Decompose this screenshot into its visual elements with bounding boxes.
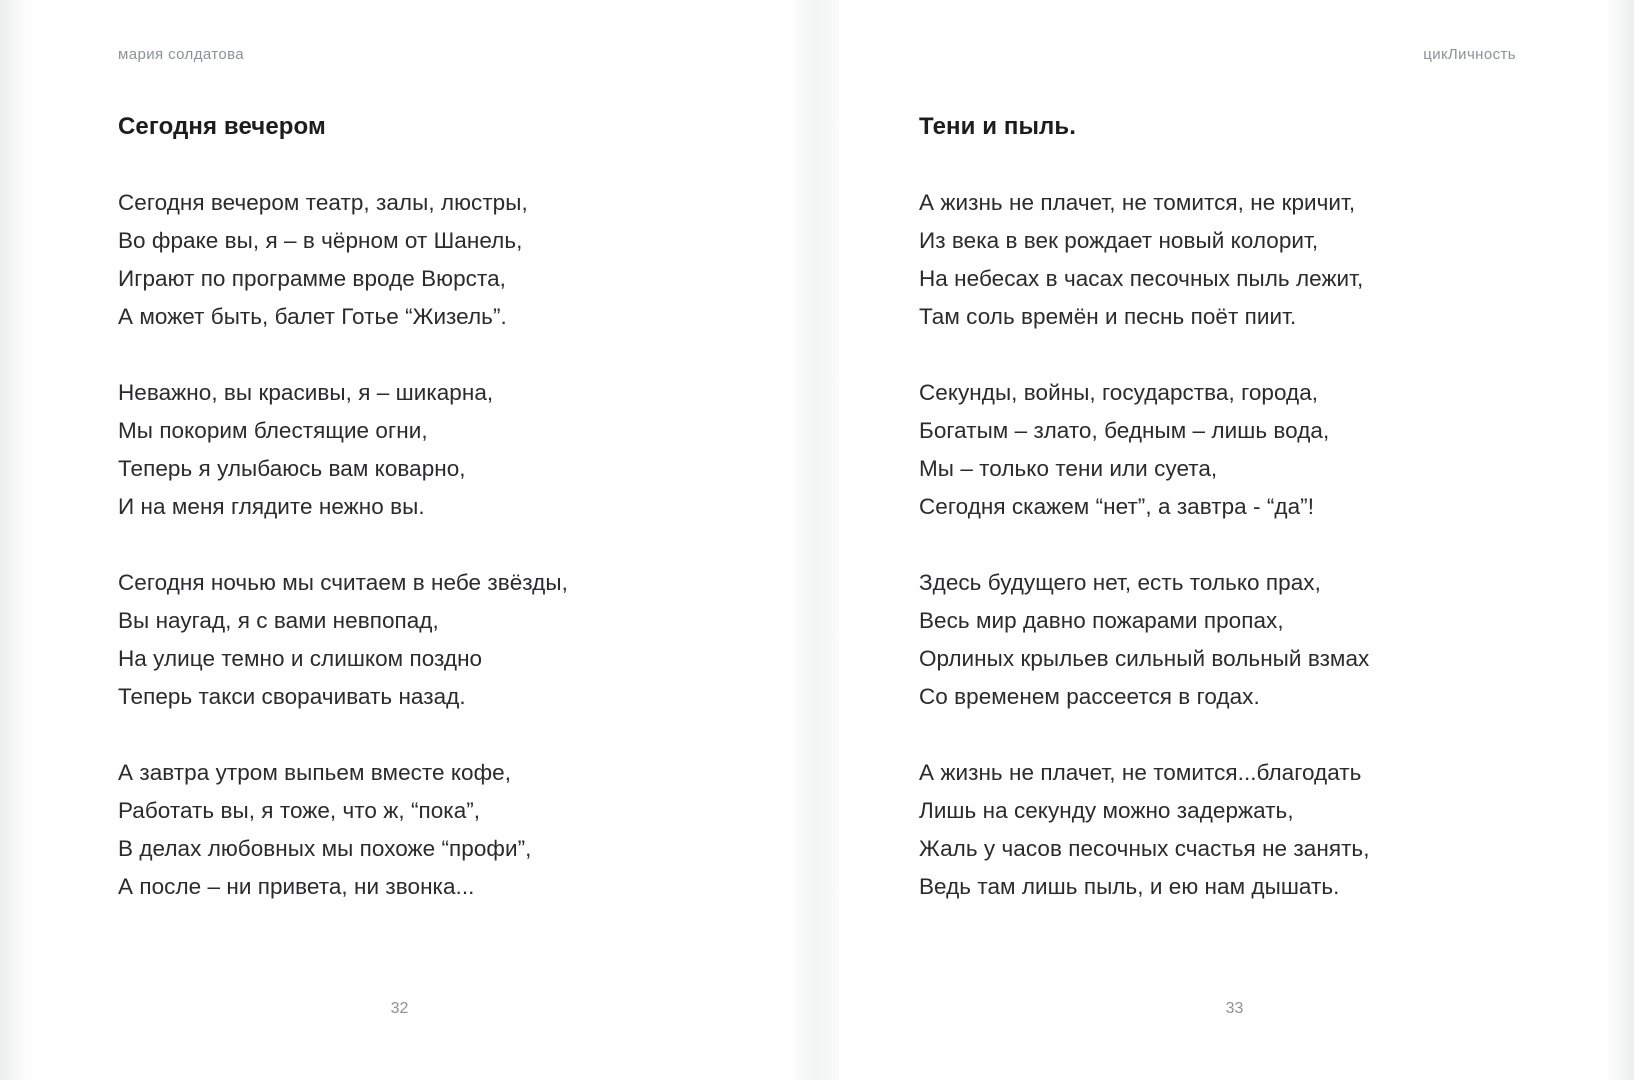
page-number-left: 32 [390, 1000, 409, 1017]
running-head-title: цикЛичность [1423, 46, 1516, 63]
stanza [919, 374, 1516, 526]
page-number-right: 33 [1225, 1000, 1244, 1017]
poem-line: Играют по программе вроде Вюрста, [118, 265, 506, 291]
poem-line: Мы покорим блестящие огни, [118, 417, 428, 443]
poem-line: А может быть, балет Готье “Жизель”. [118, 303, 507, 329]
stanza [919, 754, 1516, 906]
poem-line: Сегодня ночью мы считаем в небе звёзды, [118, 569, 568, 595]
poem-line: Теперь я улыбаюсь вам коварно, [118, 455, 466, 481]
poem-line: А завтра утром выпьем вместе кофе, [118, 759, 512, 785]
poem-line: Ведь там лишь пыль, и ею нам дышать. [919, 873, 1340, 899]
stanza [118, 184, 737, 336]
poem-line: Секунды, войны, государства, города, [919, 379, 1319, 405]
poem-line: На небесах в часах песочных пыль лежит, [919, 265, 1364, 291]
poem-line: Богатым – злато, бедным – лишь вода, [919, 417, 1330, 443]
poem-line: Теперь такси сворачивать назад. [118, 683, 466, 709]
stanza [118, 374, 737, 526]
right-page [817, 0, 1634, 1080]
poem-line: Здесь будущего нет, есть только прах, [919, 569, 1321, 595]
poem-line: И на меня глядите нежно вы. [118, 493, 425, 519]
poem-line: Работать вы, я тоже, что ж, “пока”, [118, 797, 481, 823]
poem-line: Сегодня скажем “нет”, а завтра - “да”! [919, 493, 1315, 519]
poem-line: Из века в век рождает новый колорит, [919, 227, 1319, 253]
poem-line: Вы наугад, я с вами невпопад, [118, 607, 439, 633]
poem-line: На улице темно и слишком поздно [118, 645, 483, 671]
stanza [118, 564, 737, 716]
poem-line: Орлиных крыльев сильный вольный взмах [919, 645, 1370, 671]
poem-line: Весь мир давно пожарами пропах, [919, 607, 1284, 633]
poem-line: А жизнь не плачет, не томится...благодать [919, 759, 1362, 785]
poem-line: Неважно, вы красивы, я – шикарна, [118, 379, 494, 405]
stanza [919, 184, 1516, 336]
poem-line: А жизнь не плачет, не томится, не кричит, [919, 189, 1356, 215]
poem-line: Сегодня вечером театр, залы, люстры, [118, 189, 528, 215]
poem-left [118, 113, 737, 906]
poem-line: В делах любовных мы похоже “профи”, [118, 835, 532, 861]
poem-title: Сегодня вечером [118, 113, 326, 140]
running-head-author: мария солдатова [118, 46, 245, 63]
poem-line: Мы – только тени или суета, [919, 455, 1218, 481]
poem-line: Жаль у часов песочных счастья не занять, [919, 835, 1370, 861]
poem-line: А после – ни привета, ни звонка... [118, 873, 475, 899]
stanza [919, 564, 1516, 716]
stanza [118, 754, 737, 906]
poem-right [919, 113, 1516, 906]
poem-line: Лишь на секунду можно задержать, [919, 797, 1294, 823]
poem-line: Во фраке вы, я – в чёрном от Шанель, [118, 227, 523, 253]
poem-line: Там соль времён и песнь поёт пиит. [919, 303, 1297, 329]
poem-title: Тени и пыль. [919, 113, 1077, 140]
poem-line: Со временем рассеется в годах. [919, 683, 1260, 709]
